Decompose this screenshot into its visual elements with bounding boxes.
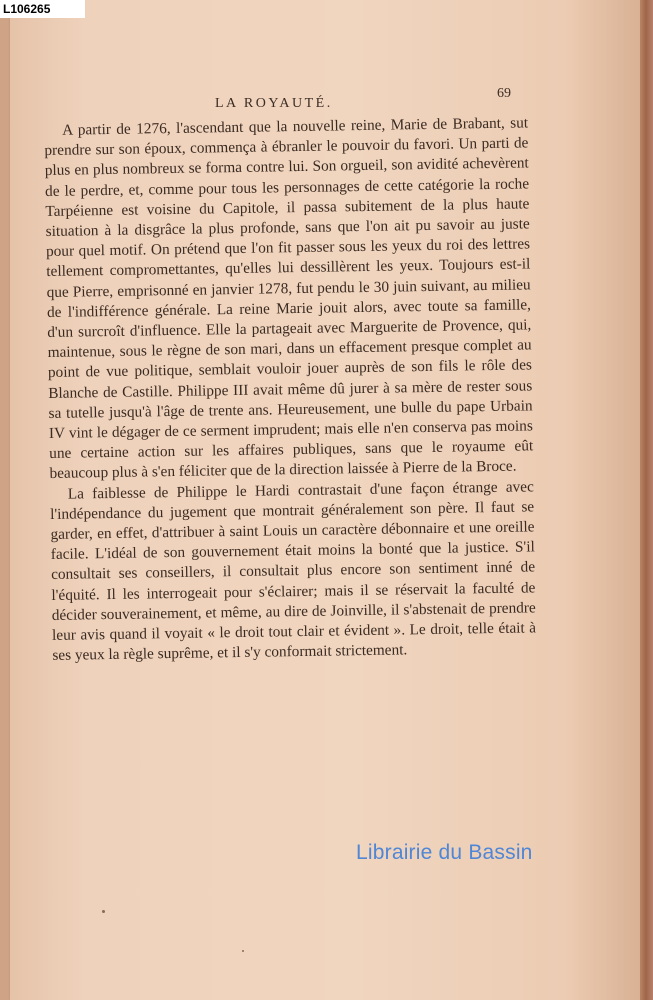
paper-speck [242, 950, 244, 952]
running-title: LA ROYAUTÉ. [215, 96, 333, 111]
seller-watermark: Librairie du Bassin [356, 841, 533, 864]
body-text [44, 113, 537, 666]
paper-speck [102, 910, 105, 913]
binding-edge [640, 0, 653, 1000]
reference-code-label: L106265 [0, 0, 85, 18]
page-number: 69 [497, 86, 511, 101]
page-header [10, 86, 640, 116]
paragraph-1: A partir de 1276, l'ascendant que la nouvelle reine, Marie de Brabant, sut prendre sur son époux, commença à ébranler le pouvoir du favori. Un parti de plus en plus nombreux se forma contre lui. Son orgueil, son avidité achevèrent de le perdre, et, comme pour tous les personnages de cette catégorie la roche Tarpéienne est voisine du Capitole, il passa subitement de la plus haute situation à la disgrâce la plus profonde, sans que l'on ait pu savoir au juste pour quel motif. On prétend que l'on fit passer sous les yeux du roi des lettres tellement compromettantes, qu'elles lui dessillèrent les yeux. Toujours est-il que Pierre, emprisonné en janvier 1278, fut pendu le 30 juin suivant, au milieu de l'indifférence générale. La reine Marie jouit alors, avec toute sa famille, d'un surcroît d'influence. Elle la partageait avec Marguerite de Provence, qui, maintenue, sous le règne de son mari, dans un effacement presque complet au point de vue politique, semblait vouloir jouer auprès de son fils le rôle des Blanche de Castille. Philippe III avait même dû jurer à sa mère de rester sous sa tutelle jusqu'à l'âge de trente ans. Heureusement, une bulle du pape Urbain IV vint le dégager de ce serment imprudent; mais elle n'en conserva pas moins une certaine action sur les affaires publiques, sans que le royaume eût beaucoup plus à s'en féliciter que de la direction laissée à Pierre de la Broce. [44, 114, 534, 483]
paragraph-2: La faiblesse de Philippe le Hardi contrastait d'une façon étrange avec l'indépendance du jugement que montrait généralement son père. Il faut se garder, en effet, d'attribuer à saint Louis un caractère débonnaire et une oreille facile. L'idéal de son gouvernement était moins la bonté que la justice. S'il consultait ses conseillers, il consultait plus encore son sentiment inné de l'équité. Il les interrogeait pour s'éclairer; mais il se réservait la faculté de décider souverainement, et même, au dire de Joinville, il s'abstenait de prendre leur avis quand il voyait « le droit tout clair et évident ». Le droit, telle était à ses yeux la règle suprême, et il s'y conformait strictement. [50, 478, 537, 665]
book-page [10, 0, 640, 1000]
